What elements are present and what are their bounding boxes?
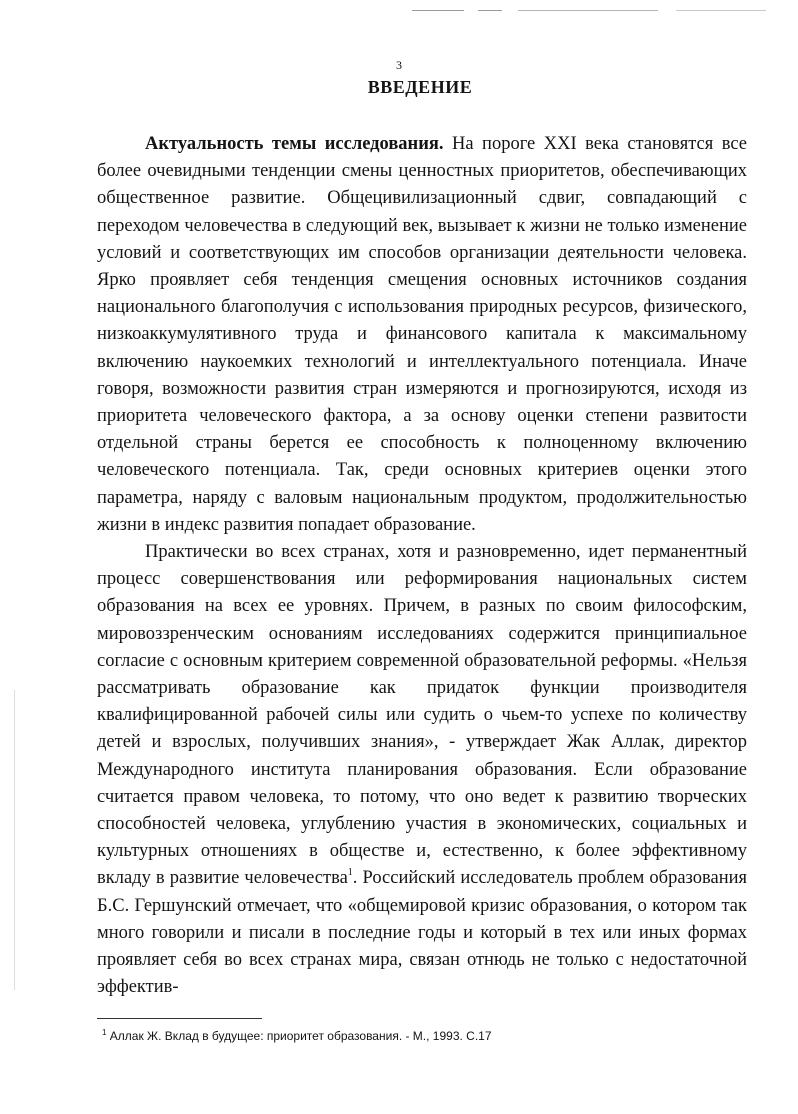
- paragraph-text: Практически во всех странах, хотя и разновременно, идет перманентный процесс совершенствования или реформирования национальных систем образования на всех ее уровнях. Причем, в разных по своим философским, мировоззренческим основаниям исследованиях содержится принципиальное согласие с основным критерием современной образовательной реформы. «Нельзя рассматривать образование как придаток функции производителя квалифицированной рабочей силы или судить о чьем-то успехе по количеству детей и взрослых, получивших знания», - утверждает Жак Аллак, директор Международного института планирования образования. Если образование считается правом человека, то потому, что оно ведет к развитию творческих способностей человека, углублению участия в экономических, социальных и культурных отношениях в обществе и, естественно, к более эффективному вкладу в развитие человечества: [97, 542, 747, 889]
- paragraph-relevance: [97, 131, 747, 539]
- page-number: 3: [396, 58, 402, 72]
- footnote-divider: [97, 1018, 262, 1019]
- paragraph-text: На пороге XXI века становятся все более очевидными тенденции смены ценностных приоритетов, обеспечивающих общественное развитие. Общецивилизационный сдвиг, совпадающий с переходом человечества в следующий век, вызывает к жизни не только изменение условий и соответствующих им способов организации деятельности человека. Ярко проявляет себя тенденция смещения основных источников создания национального благополучия с использования природных ресурсов, физического, низкоаккумулятивного труда и финансового капитала к максимальному включению наукоемких технологий и интеллектуального потенциала. Иначе говоря, возможности развития стран измеряются и прогнозируются, исходя из приоритета человеческого фактора, а за основу оценки степени развитости отдельной страны берется ее способность к полноценному включению человеческого потенциала. Так, среди основных критериев оценки этого параметра, наряду с валовым национальным продуктом, продолжительностью жизни в индекс развития попадает образование.: [97, 134, 748, 535]
- scan-artifact-line: [412, 10, 464, 11]
- scan-artifact-line: [518, 10, 658, 11]
- footnote-text: Аллак Ж. Вклад в будущее: приоритет образования. - М., 1993. С.17: [106, 1029, 492, 1043]
- footnote-mark: 1: [102, 1028, 107, 1037]
- scan-artifact-line: [676, 10, 766, 11]
- footnote-reference: 1: [347, 867, 353, 879]
- page-title: ВВЕДЕНИЕ: [367, 77, 473, 97]
- paragraph-text-continued: . Российский исследователь проблем образования Б.С. Гершунский отмечает, что «общемировой кризис образования, о котором так много говорили и писали в последние годы и который в тех или иных формах проявляет себя во всех странах мира, связан отнюдь не только с недостаточной эффектив-: [97, 868, 748, 998]
- scan-margin-shadow: [14, 690, 15, 990]
- footnote: [102, 1029, 742, 1043]
- paragraph-reform: [97, 539, 747, 1001]
- body-text: [97, 131, 747, 1002]
- scan-artifact-line: [478, 10, 502, 11]
- paragraph-lead-heading: Актуальность темы исследования.: [145, 134, 444, 154]
